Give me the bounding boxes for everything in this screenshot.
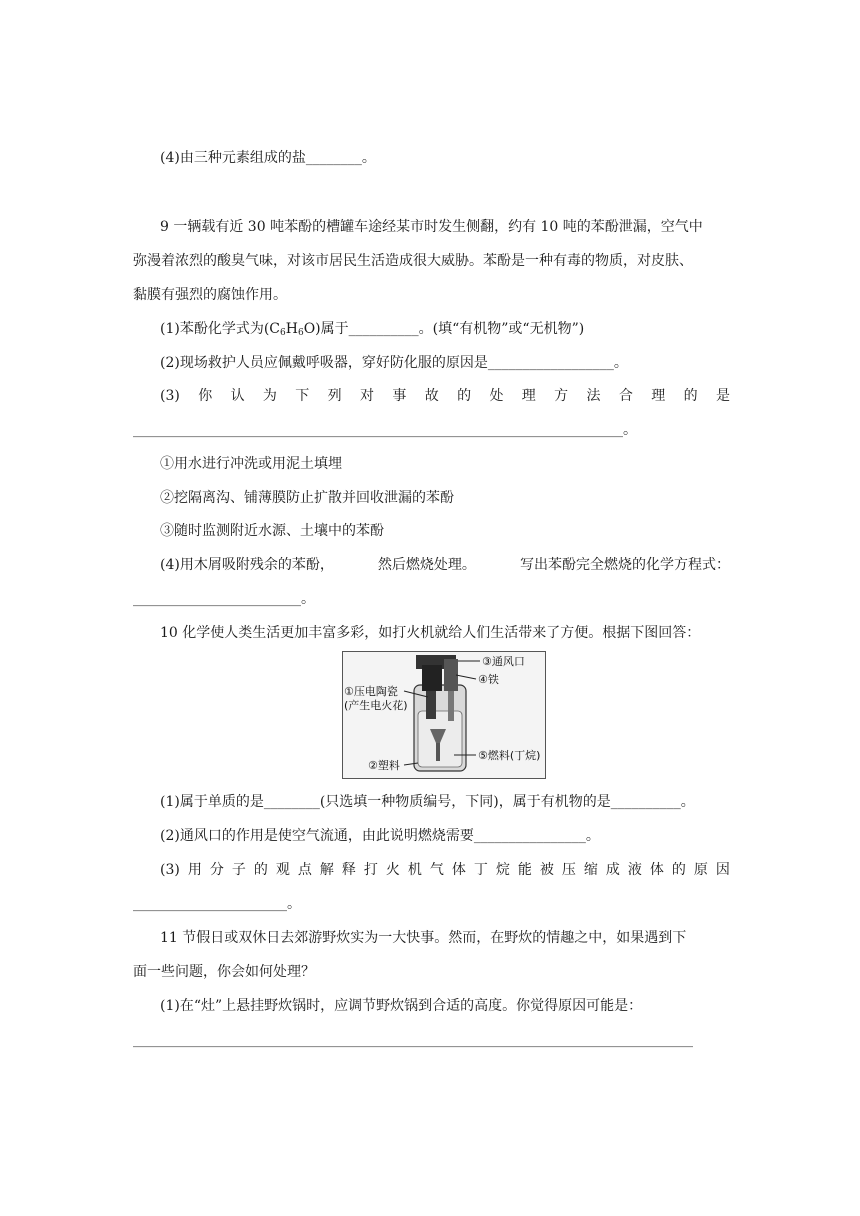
q9-part3-char: 方 xyxy=(554,388,569,404)
q9-part3-char: 是 xyxy=(715,388,730,404)
q9-part3-char: 理 xyxy=(651,388,666,404)
q9-part1: (1)苯酚化学式为$(C_6H_6O)$属于__________。(填“有机物”或“无机物”) xyxy=(160,321,585,338)
q10-part3-char: 观 xyxy=(275,862,290,878)
q10-part3-char: 释 xyxy=(341,862,356,878)
q9-part3-char: 对 xyxy=(360,388,374,404)
q10-part3-char: 被 xyxy=(539,862,554,878)
q9-stem-line2: 弥漫着浓烈的酸臭气味，对该市居民生活造成很大威胁。苯酚是一种有毒的物质，对皮肤、 xyxy=(133,253,693,269)
q9-part4-blank: ________________________。 xyxy=(133,591,315,607)
q10-part3-char: 丁 xyxy=(473,862,488,878)
q10-stem: 10 化学使人类生活更加丰富多彩，如打火机就给人们生活带来了方便。根据下图回答： xyxy=(160,625,701,641)
q9-stem-line1: 9 一辆载有近 30 吨苯酚的槽罐车途经某市时发生侧翻，约有 10 吨的苯酚泄漏，空气中 xyxy=(160,219,703,235)
q10-part3-char: 分 xyxy=(209,862,224,878)
q10-part3-char: 气 xyxy=(429,862,444,878)
q10-part1: (1)属于单质的是________(只选填一种物质编号，下同)，属于有机物的是__________。 xyxy=(160,794,695,810)
q10-part3-char: 烷 xyxy=(495,862,510,878)
q9-part3 xyxy=(160,386,730,406)
label-plastic: ②塑料 xyxy=(368,759,400,772)
q10-part3-char: 子 xyxy=(231,862,246,878)
q10-part3-char: 压 xyxy=(561,862,576,878)
q9-part3-char: 认 xyxy=(230,388,245,404)
q9-part4 xyxy=(160,555,730,575)
label-iron: ④铁 xyxy=(478,673,499,686)
q10-part3-char: 液 xyxy=(627,862,642,878)
label-piezo: ①压电陶瓷 xyxy=(344,685,398,698)
lighter-illustration xyxy=(342,651,546,779)
q8-part4: (4)由三种元素组成的盐________。 xyxy=(160,150,376,166)
q9-part4-segment: 然后燃烧处理。 xyxy=(377,557,476,573)
q10-part3-char: 的 xyxy=(253,862,268,878)
q10-part3-blank: ______________________。 xyxy=(133,896,301,912)
q10-part3-char: 机 xyxy=(407,862,422,878)
label-piezo-note: (产生电火花) xyxy=(344,699,408,712)
label-fuel: ⑤燃料(丁烷) xyxy=(478,749,541,762)
q9-part2: (2)现场救护人员应佩戴呼吸器，穿好防化服的原因是__________________。 xyxy=(160,355,628,371)
q10-part3 xyxy=(160,860,730,880)
q9-option-2: ②挖隔离沟、铺薄膜防止扩散并回收泄漏的苯酚 xyxy=(160,490,454,506)
q10-part3-char: 原 xyxy=(693,862,708,878)
q10-part3-char: (3) xyxy=(160,862,180,878)
q9-part3-char: 合 xyxy=(618,388,633,404)
q10-part3-char: 成 xyxy=(605,862,620,878)
q10-part3-char: 用 xyxy=(187,862,202,878)
q9-part3-char: 的 xyxy=(457,388,472,404)
q9-part3-char: 下 xyxy=(295,388,310,404)
q10-part3-char: 因 xyxy=(715,862,730,878)
q10-part3-char: 解 xyxy=(319,862,334,878)
q9-option-3: ③随时监测附近水源、土壤中的苯酚 xyxy=(160,523,384,539)
q10-part3-char: 的 xyxy=(671,862,686,878)
q9-part4-segment: (4)用木屑吸附残余的苯酚， xyxy=(160,557,334,573)
q10-part3-char: 缩 xyxy=(583,862,598,878)
q9-part3-char: 你 xyxy=(198,388,213,404)
q10-part3-char: 点 xyxy=(297,862,312,878)
q9-part3-char: 故 xyxy=(424,388,439,404)
lighter-diagram xyxy=(342,651,546,779)
q9-part3-char: 的 xyxy=(683,388,698,404)
q9-option-1: ①用水进行冲洗或用泥土填埋 xyxy=(160,456,342,472)
q10-part3-char: 能 xyxy=(517,862,532,878)
q9-part3-char: 理 xyxy=(521,388,536,404)
q9-stem-line3: 黏膜有强烈的腐蚀作用。 xyxy=(133,287,287,303)
q10-part3-char: 打 xyxy=(363,862,378,878)
q11-part1: (1)在“灶”上悬挂野炊锅时，应调节野炊锅到合适的高度。你觉得原因可能是： xyxy=(160,998,643,1014)
q9-part3-char: 列 xyxy=(327,388,342,404)
q10-part3-char: 体 xyxy=(451,862,466,878)
q9-part3-char: (3) xyxy=(160,388,180,404)
q9-part3-char: 处 xyxy=(489,388,504,404)
q10-part3-char: 体 xyxy=(649,862,664,878)
q11-stem-line2: 面一些问题，你会如何处理？ xyxy=(133,964,315,980)
q9-part3-char: 事 xyxy=(392,388,407,404)
q9-part3-char: 为 xyxy=(262,388,277,404)
q10-part3-char: 火 xyxy=(385,862,400,878)
q9-part3-char: 法 xyxy=(586,388,601,404)
q11-part1-blank: ________________________________________________________________________________ xyxy=(133,1032,693,1048)
q9-part3-blank: ______________________________________________________________________。 xyxy=(133,422,637,438)
q9-part4-segment: 写出苯酚完全燃烧的化学方程式： xyxy=(520,557,730,573)
label-vent: ③通风口 xyxy=(482,655,525,668)
q10-part2: (2)通风口的作用是使空气流通，由此说明燃烧需要________________。 xyxy=(160,828,600,844)
q11-stem-line1: 11 节假日或双休日去郊游野炊实为一大快事。然而，在野炊的情趣之中，如果遇到下 xyxy=(160,930,687,946)
